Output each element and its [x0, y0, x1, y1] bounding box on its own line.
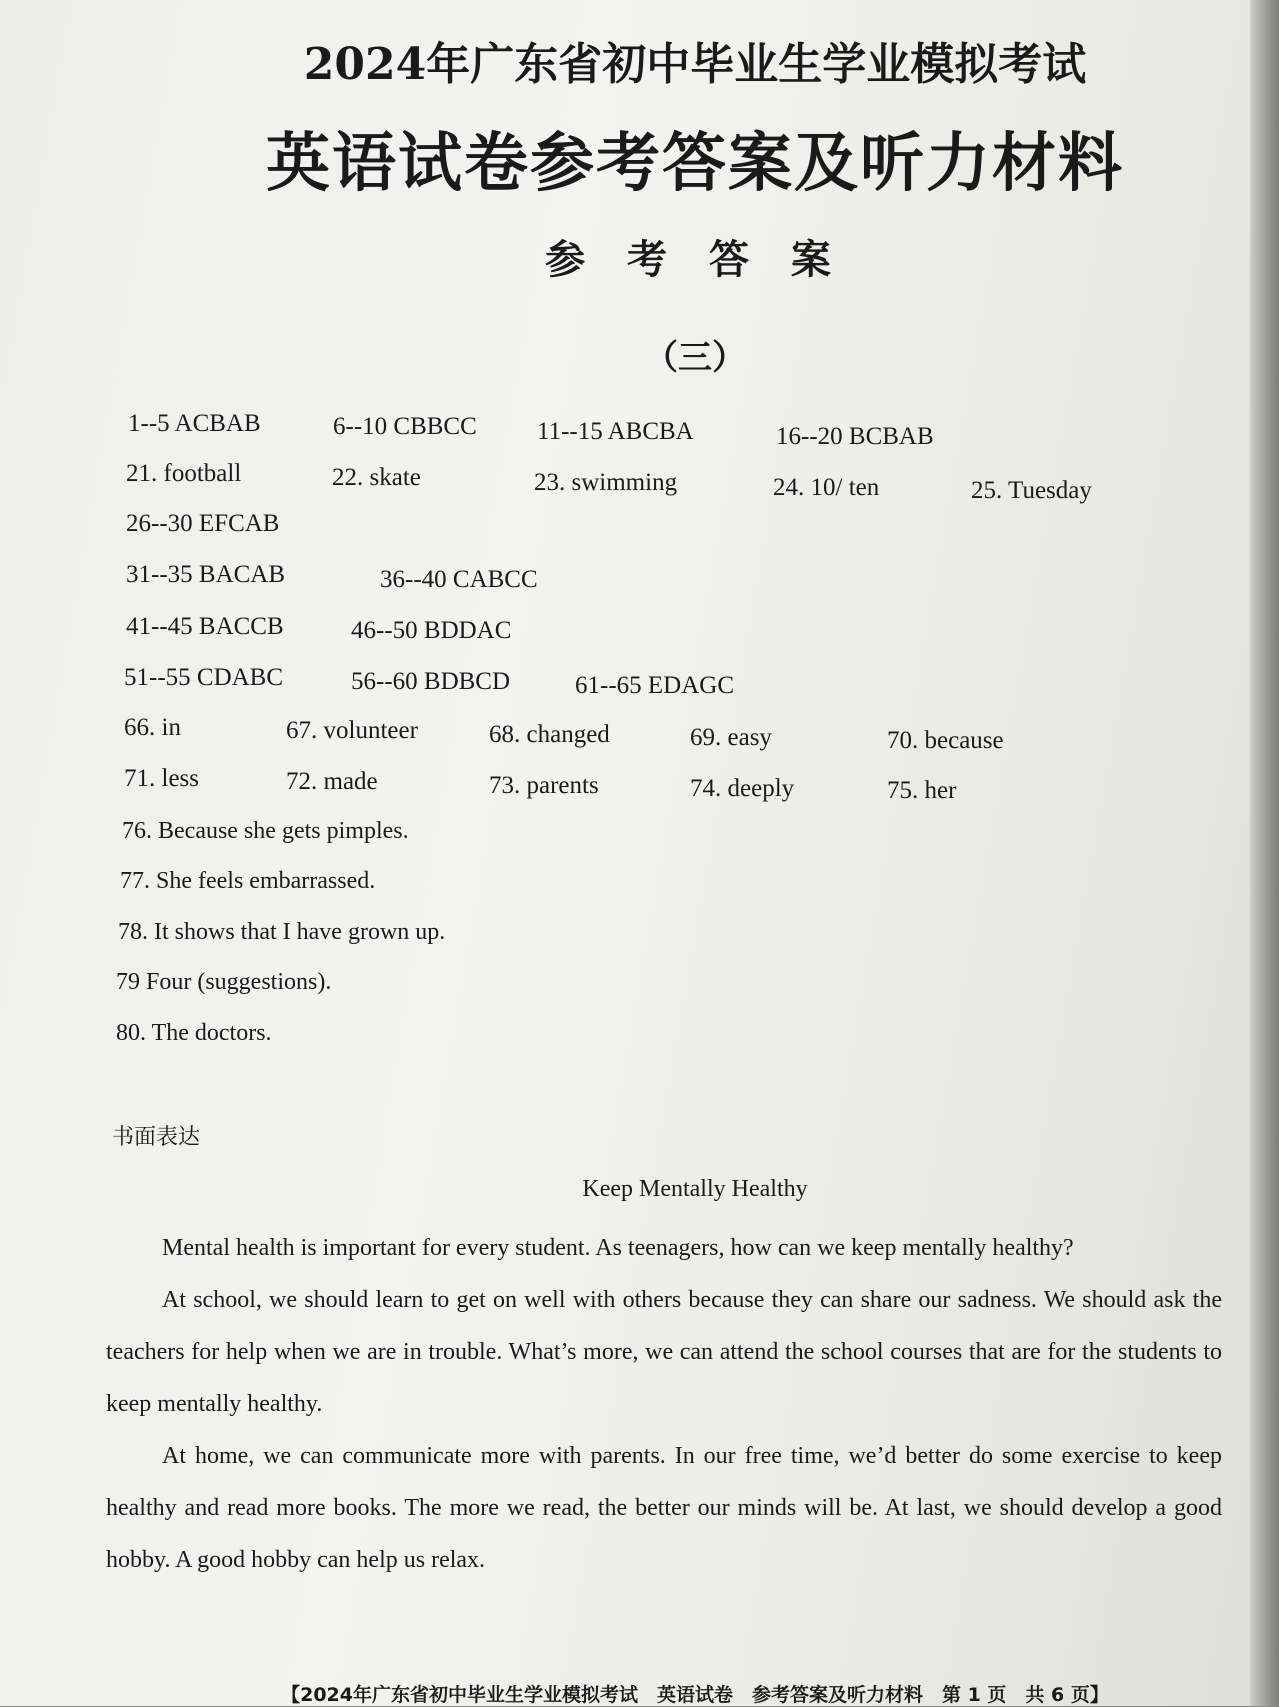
- answer-item: 23. swimming: [534, 469, 678, 496]
- answer-item: 71. less: [124, 765, 199, 792]
- main-title: 英语试卷参考答案及听力材料: [266, 126, 1124, 201]
- essay-paragraph: Mental health is important for every student. As teenagers, how can we keep mentally healthy?: [162, 1235, 1074, 1261]
- answer-item: 67. volunteer: [286, 717, 418, 744]
- answer-item: 41--45 BACCB: [126, 613, 284, 640]
- essay-paragraph: At home, we can communicate more with parents. In our free time, we’d better do some exercise to keep healthy and read more books. The more we read, the better our minds will be. At last, we should develop a good hobby. A good hobby can help us relax.: [106, 1443, 1222, 1573]
- answer-line: 80. The doctors.: [116, 1020, 272, 1046]
- answer-item: 24. 10/ ten: [773, 474, 880, 501]
- essay-paragraph: At school, we should learn to get on well with others because they can share our sadness. We should ask the teachers for help when we are in trouble. What’s more, we can attend the school courses that are for the students to keep mentally healthy.: [106, 1287, 1222, 1417]
- answer-item: 56--60 BDBCD: [351, 668, 511, 695]
- answer-item: 73. parents: [489, 772, 599, 799]
- answer-item: 75. her: [887, 777, 957, 804]
- answer-item: 68. changed: [489, 721, 610, 748]
- answer-item: 70. because: [887, 727, 1004, 754]
- section-title: 参 考 答 案: [545, 236, 845, 283]
- answer-line: 79 Four (suggestions).: [116, 969, 332, 995]
- answer-item: 1--5 ACBAB: [128, 410, 261, 437]
- essay-title: Keep Mentally Healthy: [582, 1176, 808, 1202]
- answer-item: 31--35 BACAB: [126, 561, 286, 588]
- answer-item: 36--40 CABCC: [380, 566, 538, 593]
- answer-item: 72. made: [286, 768, 378, 795]
- writing-label: 书面表达: [112, 1125, 201, 1150]
- answer-item: 74. deeply: [690, 775, 795, 802]
- exam-title: 2024年广东省初中毕业生学业模拟考试: [303, 39, 1087, 90]
- answer-item: 21. football: [126, 460, 242, 487]
- answer-item: 11--15 ABCBA: [537, 418, 694, 445]
- answer-item: 22. skate: [332, 464, 421, 491]
- answer-item: 26--30 EFCAB: [126, 510, 280, 537]
- answer-item: 51--55 CDABC: [124, 664, 284, 691]
- answer-item: 6--10 CBBCC: [333, 413, 477, 440]
- essay-body: [106, 1222, 1222, 1586]
- page-footer: 【2024年广东省初中毕业生学业模拟考试 英语试卷 参考答案及听力材料 第 1 页 共 6 页】: [281, 1684, 1109, 1706]
- answer-item: 66. in: [124, 714, 181, 741]
- answer-item: 61--65 EDAGC: [575, 672, 735, 699]
- answer-line: 76. Because she gets pimples.: [122, 818, 409, 844]
- answer-item: 25. Tuesday: [971, 477, 1092, 504]
- page-edge: [1250, 0, 1279, 1706]
- paper-number: （三）: [644, 338, 746, 378]
- answer-line: 78. It shows that I have grown up.: [118, 919, 446, 945]
- answer-item: 16--20 BCBAB: [776, 423, 934, 450]
- answer-line: 77. She feels embarrassed.: [120, 868, 376, 894]
- answer-item: 46--50 BDDAC: [351, 617, 512, 644]
- answer-item: 69. easy: [690, 724, 772, 751]
